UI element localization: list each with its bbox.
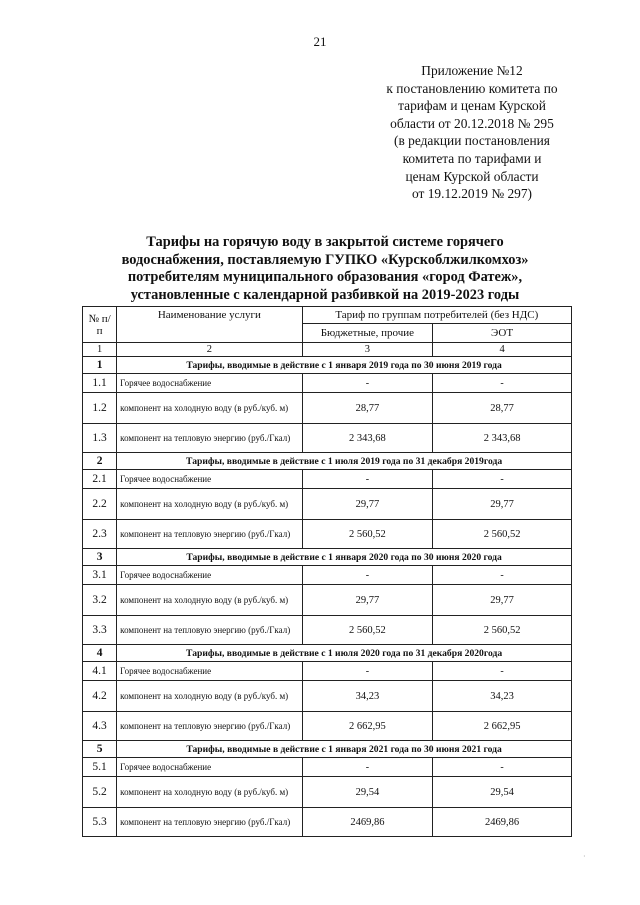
period-title: Тарифы, вводимые в действие с 1 января 2021 года по 30 июня 2021 года [117,741,572,758]
table-row [83,585,572,616]
value-eot: - [433,566,572,585]
table-row [83,616,572,645]
period-number: 2 [83,453,117,470]
row-number: 5.1 [83,758,117,777]
period-number: 5 [83,741,117,758]
period-number: 3 [83,549,117,566]
table-row [83,374,572,393]
header-tariff-group: Тариф по группам потребителей (без НДС) [302,307,571,324]
period-row [83,549,572,566]
service-name: компонент на холодную воду (в руб./куб. м) [117,681,302,712]
service-name: компонент на тепловую энергию (руб./Гкал) [117,520,302,549]
appendix-line: от 19.12.2019 № 297) [412,186,532,202]
table-row [83,520,572,549]
title-line: водоснабжения, поставляемую ГУПКО «Курскоблжилкомхоз» [121,251,529,268]
period-title: Тарифы, вводимые в действие с 1 июля 2020 года по 31 декабря 2020года [117,645,572,662]
appendix-line: области от 20.12.2018 № 295 [390,115,554,131]
service-name: компонент на холодную воду (в руб./куб. м) [117,393,302,424]
row-number: 2.2 [83,489,117,520]
table-row [83,808,572,837]
value-eot: 2 662,95 [433,712,572,741]
column-number: 1 [83,343,117,357]
value-eot: - [433,758,572,777]
value-eot: - [433,470,572,489]
value-eot: 2 560,52 [433,616,572,645]
service-name: Горячее водоснабжение [117,470,302,489]
table-row [83,424,572,453]
row-number: 1.3 [83,424,117,453]
value-budget: - [302,758,433,777]
service-name: компонент на тепловую энергию (руб./Гкал) [117,712,302,741]
table-row [83,470,572,489]
service-name: компонент на холодную воду (в руб./куб. м) [117,489,302,520]
value-budget: 2 343,68 [302,424,433,453]
value-budget: - [302,470,433,489]
service-name: Горячее водоснабжение [117,566,302,585]
period-row [83,741,572,758]
value-budget: - [302,566,433,585]
service-name: Горячее водоснабжение [117,662,302,681]
row-number: 4.2 [83,681,117,712]
value-budget: - [302,374,433,393]
page-number: 21 [313,34,327,49]
period-title: Тарифы, вводимые в действие с 1 января 2019 года по 30 июня 2019 года [117,357,572,374]
column-number: 4 [433,343,572,357]
tariff-table [82,306,572,837]
document-title [98,234,552,304]
title-line: потребителям муниципального образования «город Фатеж», [127,269,523,285]
value-eot: 28,77 [433,393,572,424]
service-name: компонент на холодную воду (в руб./куб. м) [117,585,302,616]
header-col3: Бюджетные, прочие [302,324,433,343]
header-col4: ЭОТ [433,324,572,343]
period-title: Тарифы, вводимые в действие с 1 июля 2019 года по 31 декабря 2019года [117,453,572,470]
value-eot: 29,54 [433,777,572,808]
service-name: компонент на холодную воду (в руб./куб. м) [117,777,302,808]
appendix-line: Приложение №12 [421,63,523,78]
row-number: 5.3 [83,808,117,837]
value-budget: 29,54 [302,777,433,808]
value-eot: 34,23 [433,681,572,712]
period-title: Тарифы, вводимые в действие с 1 января 2020 года по 30 июня 2020 года [117,549,572,566]
table-row [83,566,572,585]
period-row [83,453,572,470]
column-number: 2 [117,343,302,357]
period-number: 1 [83,357,117,374]
service-name: компонент на тепловую энергию (руб./Гкал) [117,424,302,453]
value-eot: - [433,662,572,681]
title-line: Тарифы на горячую воду в закрытой системе горячего [146,234,504,250]
row-number: 1.1 [83,374,117,393]
title-line: установленные с календарной разбивкой на 2019-2023 годы [130,286,520,303]
value-budget: 34,23 [302,681,433,712]
table-row [83,662,572,681]
table-row [83,777,572,808]
row-number: 5.2 [83,777,117,808]
row-number: 4.3 [83,712,117,741]
table-row [83,758,572,777]
row-number: 3.2 [83,585,117,616]
value-eot: - [433,374,572,393]
service-name: Горячее водоснабжение [117,758,302,777]
header-service: Наименование услуги [117,307,302,343]
value-budget: 2 560,52 [302,616,433,645]
appendix-line: тарифам и ценам Курской [398,98,546,114]
value-eot: 29,77 [433,489,572,520]
period-number: 4 [83,645,117,662]
service-name: Горячее водоснабжение [117,374,302,393]
row-number: 1.2 [83,393,117,424]
table-row [83,681,572,712]
row-number: 2.1 [83,470,117,489]
row-number: 2.3 [83,520,117,549]
value-budget: 28,77 [302,393,433,424]
value-budget: 2 662,95 [302,712,433,741]
value-budget: 29,77 [302,585,433,616]
table-row [83,393,572,424]
value-eot: 2 560,52 [433,520,572,549]
value-budget: 29,77 [302,489,433,520]
header-num: № п/п [83,307,117,343]
value-eot: 2 343,68 [433,424,572,453]
column-number: 3 [302,343,433,357]
value-budget: - [302,662,433,681]
appendix-line: комитета по тарифами и [402,150,542,166]
value-eot: 2469,86 [433,808,572,837]
value-budget: 2 560,52 [302,520,433,549]
scan-mark: · [583,852,586,861]
service-name: компонент на тепловую энергию (руб./Гкал) [117,616,302,645]
value-eot: 29,77 [433,585,572,616]
appendix-header [372,62,572,203]
row-number: 4.1 [83,662,117,681]
appendix-line: (в редакции постановления [394,133,550,149]
row-number: 3.3 [83,616,117,645]
value-budget: 2469,86 [302,808,433,837]
service-name: компонент на тепловую энергию (руб./Гкал) [117,808,302,837]
period-row [83,645,572,662]
period-row [83,357,572,374]
appendix-line: ценам Курской области [405,168,539,184]
row-number: 3.1 [83,566,117,585]
table-row [83,712,572,741]
appendix-line: к постановлению комитета по [386,80,558,96]
table-row [83,489,572,520]
